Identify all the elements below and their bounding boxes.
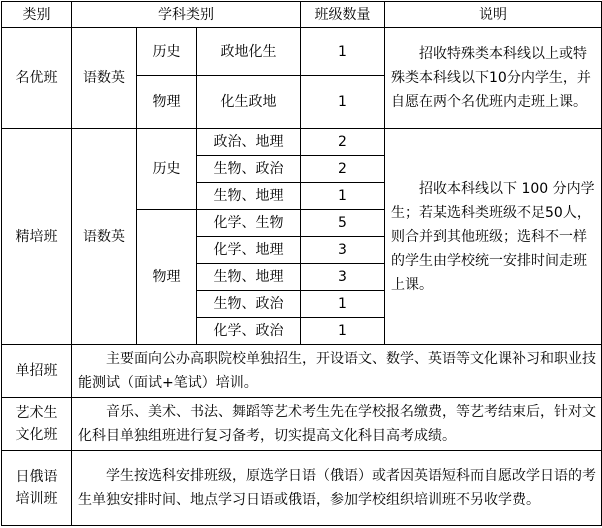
danzhao-description-text: 主要面向公办高职院校单独招生，开设语文、数学、英语等文化课补习和职业技能测试（面试+笔试）培训。 <box>78 351 596 391</box>
danzhao-category: 单招班 <box>2 345 72 398</box>
jingpei-physics-subject: 物理 <box>137 210 197 345</box>
danzhao-description <box>72 345 602 398</box>
jingpei-count: 3 <box>301 237 385 264</box>
table-row <box>2 345 602 398</box>
jingpei-count: 1 <box>301 291 385 318</box>
yishu-category-line1: 艺术生 <box>15 405 58 421</box>
header-row <box>2 2 602 28</box>
table-row <box>2 28 602 76</box>
eyu-category-line2: 培训班 <box>15 491 58 507</box>
header-category: 类别 <box>2 2 72 28</box>
jingpei-electives: 化学、政治 <box>197 318 301 345</box>
mingyou-subject: 物理 <box>137 76 197 129</box>
jingpei-electives: 生物、地理 <box>197 264 301 291</box>
jingpei-count: 1 <box>301 183 385 210</box>
mingyou-electives: 政地化生 <box>197 28 301 76</box>
jingpei-electives: 化学、生物 <box>197 210 301 237</box>
jingpei-count: 3 <box>301 264 385 291</box>
jingpei-electives: 化学、地理 <box>197 237 301 264</box>
jingpei-electives: 生物、政治 <box>197 291 301 318</box>
jingpei-history-subject: 历史 <box>137 129 197 210</box>
header-class-count: 班级数量 <box>301 2 385 28</box>
jingpei-electives: 生物、政治 <box>197 156 301 183</box>
jingpei-electives: 政治、地理 <box>197 129 301 156</box>
eyu-description-text: 学生按选科安排班级，原选学日语（俄语）或者因英语短科而自愿改学日语的考生单独安排时间、地点学习日语或俄语，参加学校组织培训班不另收学费。 <box>78 468 596 508</box>
yishu-category-line2: 文化班 <box>15 427 58 443</box>
yishu-description <box>72 398 602 451</box>
jingpei-count: 5 <box>301 210 385 237</box>
eyu-category <box>2 451 72 526</box>
eyu-description <box>72 451 602 526</box>
yishu-category <box>2 398 72 451</box>
mingyou-description-text: 招收特殊类本科线以上或特殊类本科线以下10分内学生，并自愿在两个名优班内走班上课。 <box>391 46 591 110</box>
jingpei-description-text: 招收本科线以下 100 分内学生；若某选科类班级不足50人，则合并到其他班级；选科不一样的学生由学校统一安排时间走班上课。 <box>391 180 595 293</box>
table-row <box>2 398 602 451</box>
header-description: 说明 <box>385 2 602 28</box>
jingpei-count: 2 <box>301 129 385 156</box>
mingyou-count: 1 <box>301 76 385 129</box>
jingpei-category: 精培班 <box>2 129 72 345</box>
jingpei-count: 2 <box>301 156 385 183</box>
class-table <box>1 1 602 526</box>
yishu-description-text: 音乐、美术、书法、舞蹈等艺术考生先在学校报名缴费，等艺考结束后，针对文化科目单独组班进行复习备考，切实提高文化科目高考成绩。 <box>78 404 596 444</box>
eyu-category-line1: 日俄语 <box>15 469 58 485</box>
jingpei-core: 语数英 <box>72 129 137 345</box>
mingyou-category: 名优班 <box>2 28 72 129</box>
mingyou-subject: 历史 <box>137 28 197 76</box>
jingpei-count: 1 <box>301 318 385 345</box>
table-row <box>2 451 602 526</box>
mingyou-description <box>385 28 602 129</box>
mingyou-core: 语数英 <box>72 28 137 129</box>
header-subject-category: 学科类别 <box>72 2 301 28</box>
mingyou-count: 1 <box>301 28 385 76</box>
mingyou-electives: 化生政地 <box>197 76 301 129</box>
jingpei-description <box>385 129 602 345</box>
jingpei-electives: 生物、地理 <box>197 183 301 210</box>
table-row <box>2 129 602 156</box>
